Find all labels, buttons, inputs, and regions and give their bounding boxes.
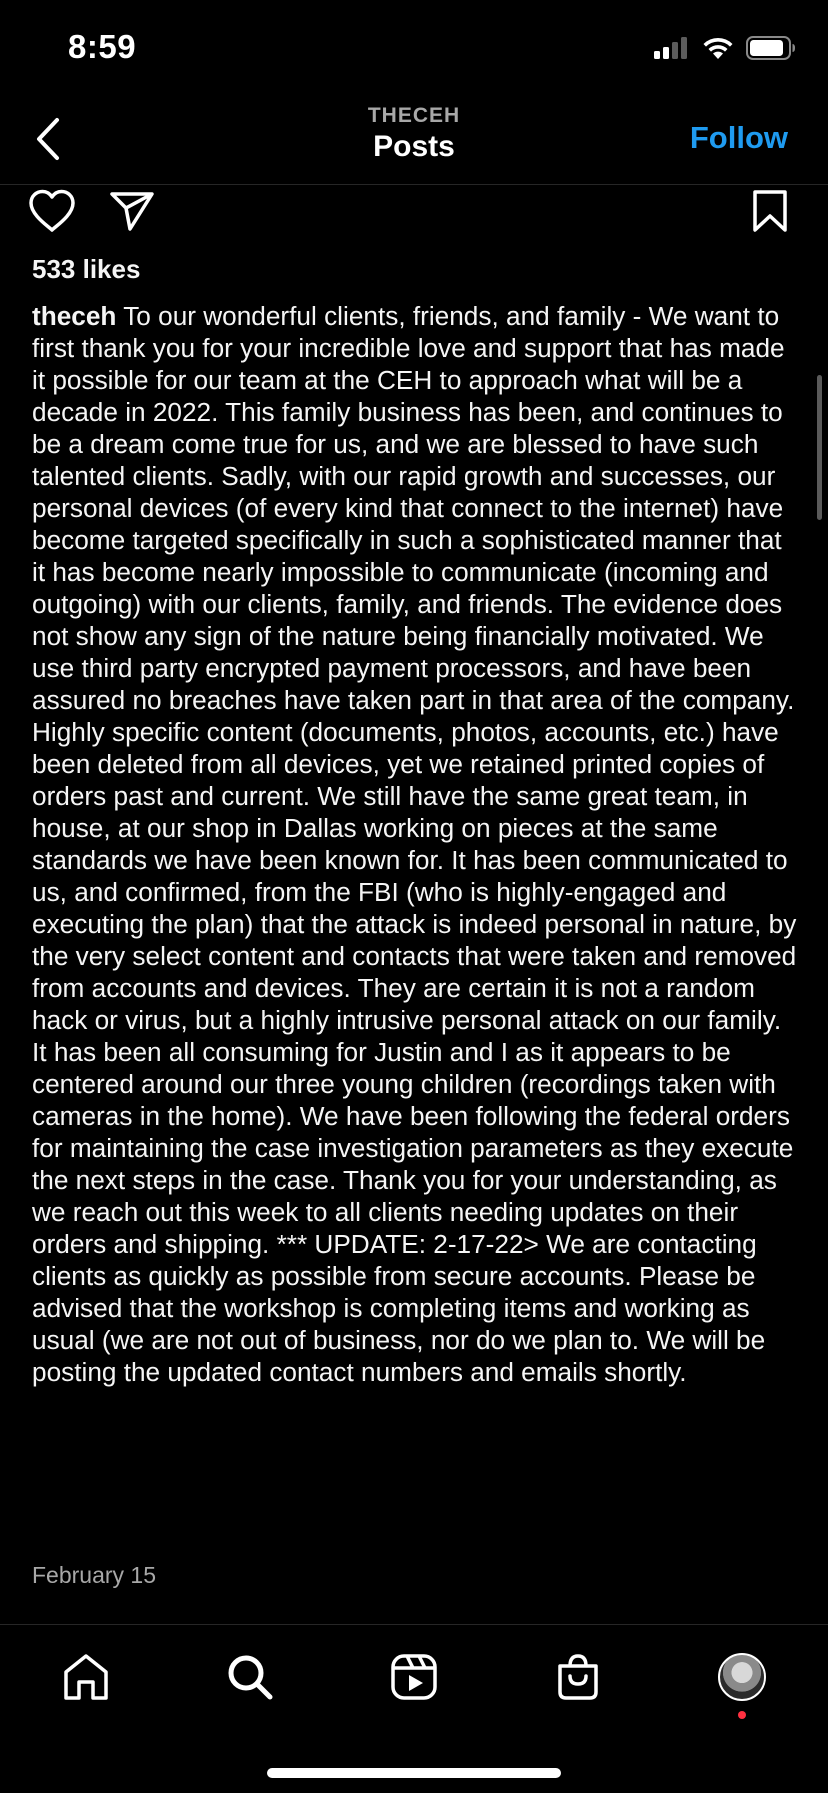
caption-username[interactable]: theceh <box>32 301 117 331</box>
battery-icon <box>746 36 796 65</box>
status-bar <box>0 0 828 100</box>
post-actions <box>0 185 828 245</box>
post-caption <box>32 300 802 1388</box>
home-icon <box>60 1652 112 1702</box>
bookmark-icon[interactable] <box>744 185 796 237</box>
posts-header <box>0 100 828 185</box>
cellular-signal-icon <box>654 37 690 64</box>
status-icons <box>654 36 796 65</box>
post-date: February 15 <box>32 1562 157 1588</box>
heart-icon[interactable] <box>26 185 78 237</box>
caption-text: To our wonderful clients, friends, and family - We want to first thank you for your incredible love and support that has made it possible for our team at the CEH to approach what will be a decade in 2022. This family business has been, and continues to be a dream come true for us, and we are blessed to have such talented clients. Sadly, with our rapid growth and successes, our personal devices (of every kind that connect to the internet) have become targeted specifically in such a sophisticated manner that it has become nearly impossible to communicate (incoming and outgoing) with our clients, family, and friends. The evidence does not show any sign of the nature being financially motivated. We use third party encrypted payment processors, and have been assured no breaches have taken part in that area of the company. Highly specific content (documents, photos, accounts, etc.) have been deleted from all devices, yet we retained printed copies of orders past and current. We still have the same great team, in house, at our shop in Dallas working on pieces at the same standards we have been known for. It has been communicated to us, and confirmed, from the FBI (who is highly-engaged and executing the plan) that the attack is indeed personal in nature, by the very select content and contacts that were taken and removed from accounts and devices. They are certain it is not a random hack or virus, but a highly intrusive personal attack on our family. It has been all consuming for Justin and I as it appears to be centered around our three young children (recordings taken with cameras in the home). We have been following the federal orders for maintaining the case investigation parameters as they execute the next steps in the case. Thank you for your understanding, as we reach out this week to all clients needing updates on their orders and shipping. *** UPDATE: 2-17-22> We are contacting clients as quickly as possible from secure accounts. Please be advised that the workshop is completing items and working as usual (we are not out of business, nor do we plan to. We will be posting the updated contact numbers and emails shortly. <box>32 301 797 1387</box>
home-indicator[interactable] <box>267 1768 561 1778</box>
shop-tab[interactable] <box>548 1647 608 1707</box>
wifi-icon <box>702 36 734 65</box>
scroll-indicator <box>817 375 822 520</box>
shop-icon <box>555 1652 601 1702</box>
notification-dot <box>738 1711 746 1719</box>
search-tab[interactable] <box>220 1647 280 1707</box>
search-icon <box>225 1652 275 1702</box>
share-icon[interactable] <box>106 185 158 237</box>
profile-tab[interactable] <box>712 1647 772 1707</box>
reels-icon <box>390 1653 438 1701</box>
header-username: THECEH <box>367 104 461 127</box>
home-tab[interactable] <box>56 1647 116 1707</box>
status-time: 8:59 <box>68 28 137 65</box>
reels-tab[interactable] <box>384 1647 444 1707</box>
profile-avatar <box>718 1653 766 1701</box>
likes-count[interactable]: 533 likes <box>32 254 141 284</box>
page-title: Posts <box>373 130 455 163</box>
follow-button[interactable]: Follow <box>689 120 788 155</box>
